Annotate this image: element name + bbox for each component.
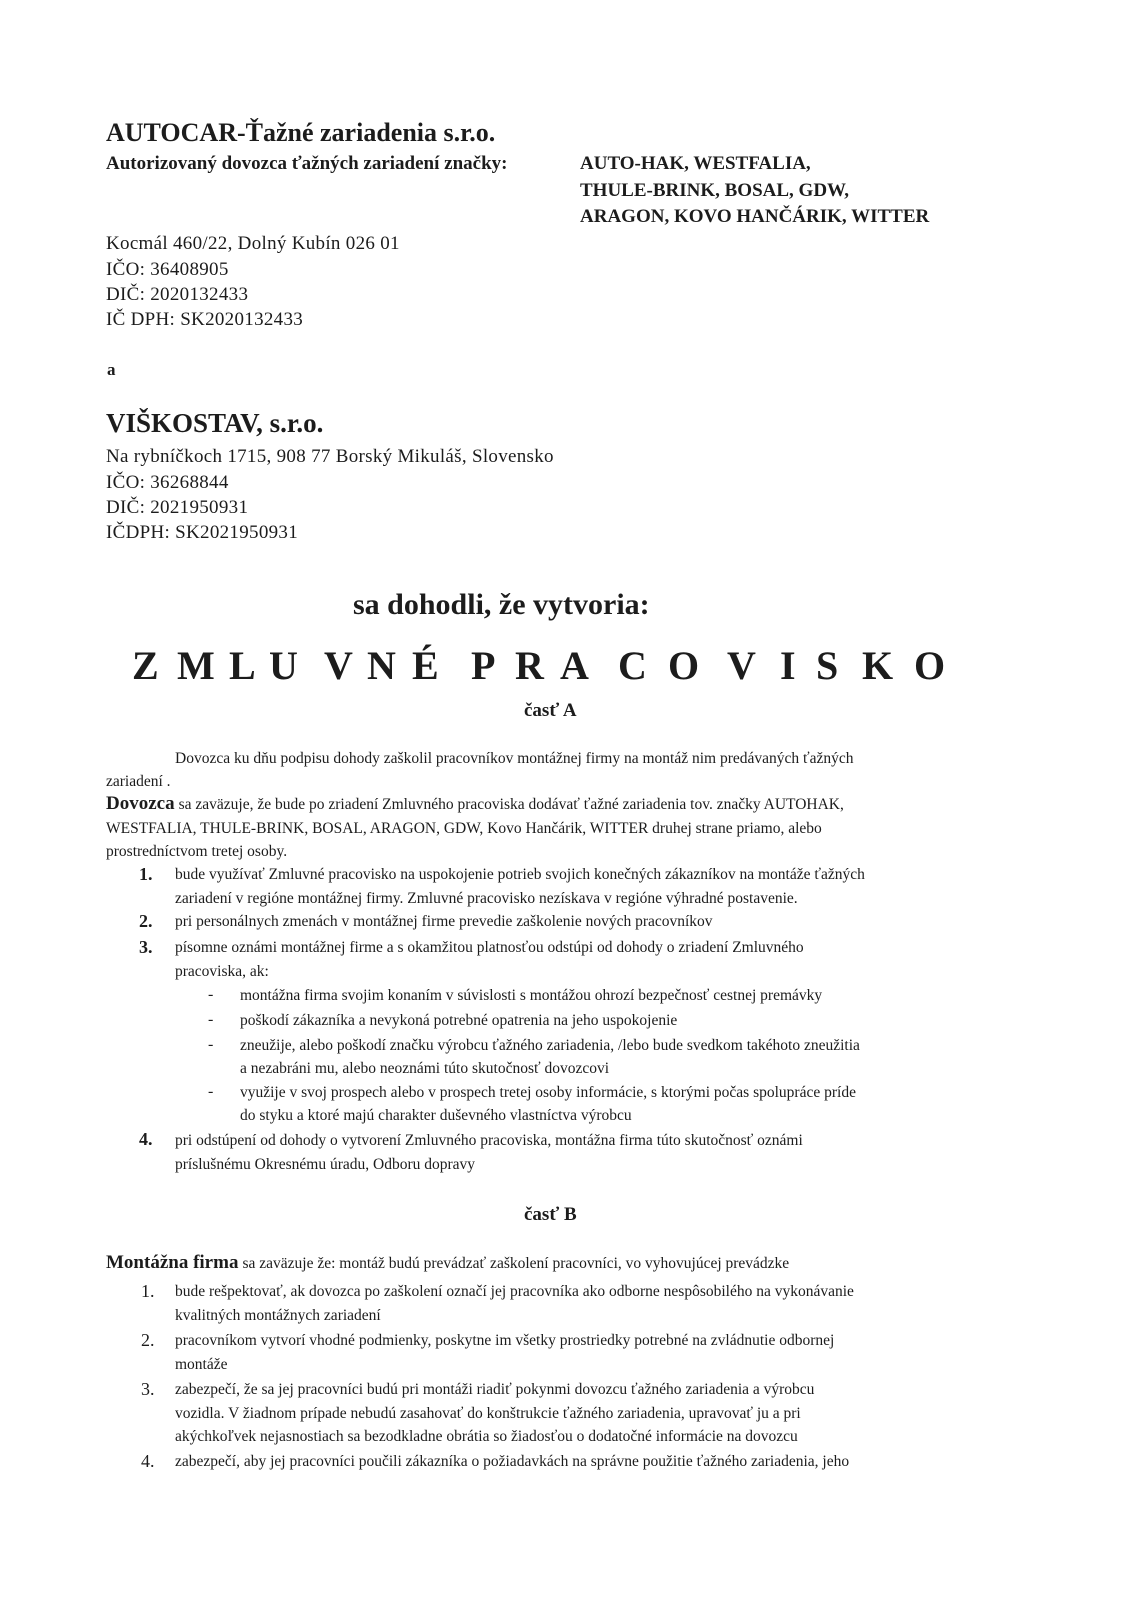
part-b-item-number: 4. [141,1451,155,1471]
part-a-item-line: pri odstúpení od dohody o vytvorení Zmluvného pracoviska, montážna firma túto skutočnosť oznámi [175,1132,803,1149]
part-b-item-number: 1. [141,1281,155,1301]
part-b-lead-word: Montážna firma [106,1252,239,1273]
subitem-line: montážna firma svojim konaním v súvislosti s montážou ohrozí bezpečnosť cestnej premávky [240,987,823,1004]
part-b-item-line: zabezpečí, aby jej pracovníci poučili zákazníka o požiadavkách na správne použitie ťažného zariadenia, jeho [175,1453,850,1470]
part-a-item-line: príslušnému Okresnému úradu, Odboru dopravy [175,1156,476,1173]
part-a-lead-line-2: WESTFALIA, THULE-BRINK, BOSAL, ARAGON, GDW, Kovo Hančárik, WITTER druhej strane priamo, alebo [106,820,822,837]
company2-ico: IČO: 36268844 [106,472,229,493]
part-a-intro-line-2: zariadení . [106,773,171,790]
part-b-heading: časť B [524,1204,577,1225]
subitem-dash: - [208,1036,214,1053]
part-b-lead-text: sa zaväzuje že: montáž budú prevádzať zaškolení pracovníci, vo vyhovujúcej prevádzke [242,1255,790,1272]
conjunction: a [107,360,116,379]
part-a-lead-text: sa zaväzuje, že bude po zriadení Zmluvného pracoviska dodávať ťažné zariadenia tov. značky AUTOHAK, [178,796,844,813]
subitem-dash: - [208,986,214,1003]
part-b-item-line: bude rešpektovať, ak dovozca po zaškolení označí jej pracovníka ako odborne nespôsobilého na vykonávanie [175,1283,854,1300]
part-b-item-line: zabezpečí, že sa jej pracovníci budú pri montáži riadiť pokynmi dovozcu ťažného zariadenia a výrobcu [175,1381,815,1398]
part-a-item-number: 3. [139,937,153,957]
title-letter: N [367,643,396,688]
subitem-dash: - [208,1083,214,1100]
title-letter: S [816,643,839,688]
subitem-line: zneužije, alebo poškodí značku výrobcu ťažného zariadenia, /lebo bude svedkom takéhoto zneužitia [240,1037,860,1054]
part-a-item-line: pri personálnych zmenách v montážnej firme prevedie zaškolenie nových pracovníkov [175,913,713,930]
part-b-item-line: kvalitných montážnych zariadení [175,1307,381,1324]
agreement-heading: sa dohodli, že vytvoria: [353,588,650,621]
title-letter: O [668,643,700,688]
subitem-line: poškodí zákazníka a nevykoná potrebné opatrenia na jeho uspokojenie [240,1012,678,1029]
title-letter: C [618,643,647,688]
company2-name: VIŠKOSTAV, s.r.o. [106,408,324,438]
part-a-heading: časť A [524,700,577,721]
title-letter: M [177,643,215,688]
company1-address: Kocmál 460/22, Dolný Kubín 026 01 [106,233,400,254]
company1-ico: IČO: 36408905 [106,259,229,280]
title-letter: É [412,643,439,688]
part-a-item-line: bude využívať Zmluvné pracovisko na uspokojenie potrieb svojich konečných zákazníkov na montáže ťažných [175,866,865,883]
brands-line-2: THULE-BRINK, BOSAL, GDW, [580,180,850,201]
subitem-line: využije v svoj prospech alebo v prospech tretej osoby informácie, s ktorými počas spolupráce príde [240,1084,856,1101]
title-letter: V [727,643,756,688]
subitem-line: a nezabráni mu, alebo neoznámi túto skutočnosť dovozcovi [240,1060,610,1077]
part-a-lead-word: Dovozca [106,793,175,814]
part-a-lead-line-3: prostredníctvom tretej osoby. [106,843,288,860]
part-b-item-line: montáže [175,1356,228,1373]
title-letter: R [515,643,544,688]
part-a-item-number: 2. [139,911,153,931]
part-b-item-line: pracovníkom vytvorí vhodné podmienky, poskytne im všetky prostriedky potrebné na zvládnutie odbornej [175,1332,835,1349]
subitem-line: do styku a ktoré majú charakter duševného vlastníctva výrobcu [240,1107,632,1124]
title-letter: L [229,643,256,688]
part-b-item-number: 3. [141,1379,155,1399]
part-b-item-line: vozidla. V žiadnom prípade nebudú zasahovať do konštrukcie ťažného zariadenia, upravovať ju a pri [175,1405,801,1422]
part-b-item-number: 2. [141,1330,155,1350]
title-letter: O [914,643,946,688]
title-letter: P [471,643,496,688]
company1-icdph: IČ DPH: SK2020132433 [106,309,304,330]
brands-line-1: AUTO-HAK, WESTFALIA, [580,153,811,174]
company2-dic: DIČ: 2021950931 [106,497,249,518]
title-letter: Z [132,643,159,688]
title-letter: V [324,643,353,688]
title-letter: I [780,643,796,688]
brands-line-3: ARAGON, KOVO HANČÁRIK, WITTER [580,206,930,227]
importer-prefix: Autorizovaný dovozca ťažných zariadení značky: [106,153,508,174]
title-letter: A [560,643,589,688]
part-b-item-line: akýchkoľvek nejasnostiach sa bezodkladne obrátia so žiadosťou o dodatočné informácie na dovozcu [175,1428,798,1445]
part-a-lead [106,793,844,815]
company2-icdph: IČDPH: SK2021950931 [106,522,299,543]
part-a-item-line: pracoviska, ak: [175,963,269,980]
part-b-lead [106,1252,789,1274]
subitem-dash: - [208,1011,214,1028]
company1-name: AUTOCAR-Ťažné zariadenia s.r.o. [106,118,496,147]
title-letter: K [862,643,894,688]
part-a-item-line: zariadení v regióne montážnej firmy. Zmluvné pracovisko nezískava v regióne výhradné postavenie. [175,890,798,907]
part-a-intro-line-1: Dovozca ku dňu podpisu dohody zaškolil pracovníkov montážnej firmy na montáž nim predávaných ťažných [175,750,854,767]
part-a-item-number: 4. [139,1129,153,1149]
company1-dic: DIČ: 2020132433 [106,284,249,305]
company2-address: Na rybníčkoch 1715, 908 77 Borský Mikuláš, Slovensko [106,446,554,467]
part-a-item-line: písomne oznámi montážnej firme a s okamžitou platnosťou odstúpi od dohody o zriadení Zmluvného [175,939,804,956]
part-a-item-number: 1. [139,864,153,884]
title-letter: U [269,643,298,688]
